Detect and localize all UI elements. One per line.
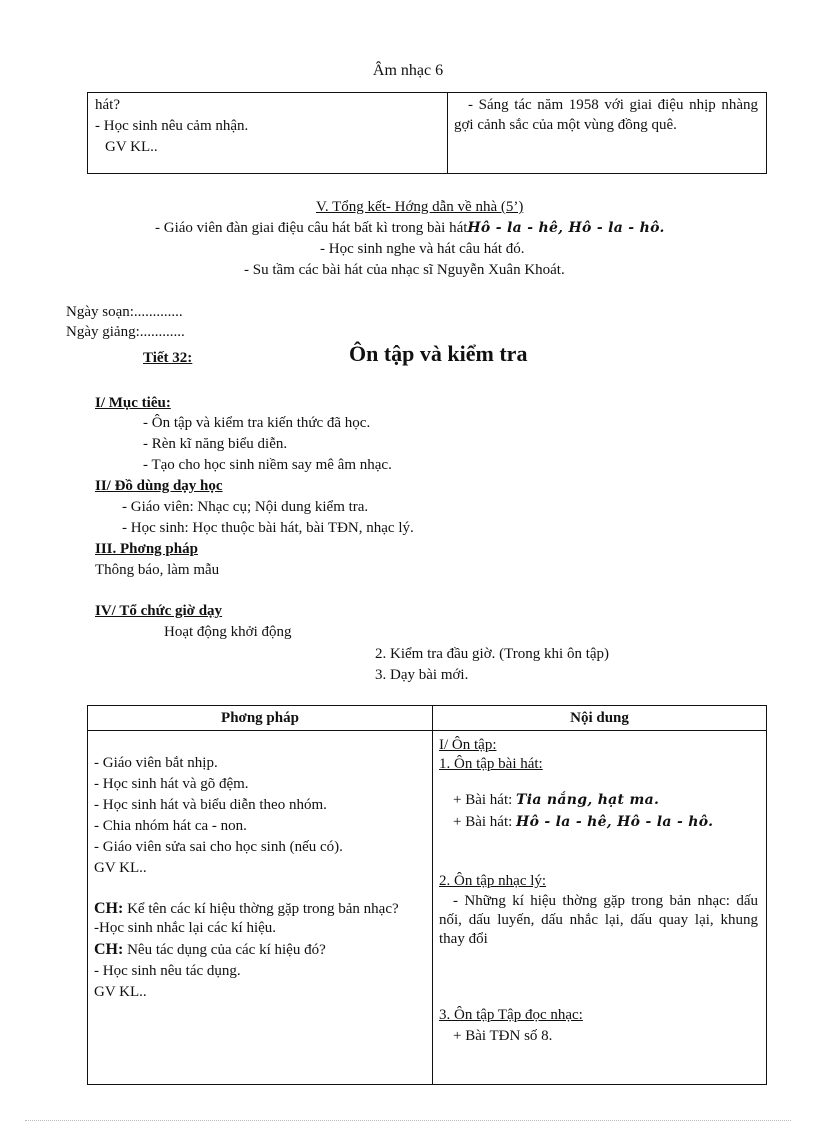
- header-content: Nội dung: [570, 709, 629, 726]
- review-songs-heading: 1. Ôn tập bài hát:: [439, 756, 543, 772]
- summary-song-title: Hô - la - hê, Hô - la - hô.: [467, 220, 665, 236]
- method-line: GV KL..: [94, 860, 147, 876]
- step-new-lesson: 3. Dạy bài mới.: [375, 667, 469, 683]
- page-title: Âm nhạc 6: [372, 62, 444, 79]
- objective-item: - Rèn kĩ năng biểu diễn.: [143, 436, 288, 452]
- question-label: CH:: [94, 941, 124, 958]
- lesson-table: [87, 705, 767, 1085]
- header-method: Phơng pháp: [221, 709, 299, 726]
- song-prefix: + Bài hát:: [453, 792, 513, 808]
- method-conclusion: GV KL..: [94, 984, 147, 1000]
- question-1: [94, 900, 424, 918]
- review-heading: I/ Ôn tập:: [439, 737, 497, 753]
- header-method-cell: [88, 706, 433, 731]
- step-check: 2. Kiểm tra đầu giờ. (Trong khi ôn tập): [375, 646, 610, 662]
- method-line: - Giáo viên bắt nhịp.: [94, 755, 218, 771]
- question-text: Nêu tác dụng của các kí hiệu đó?: [127, 942, 326, 958]
- method-cell: [88, 731, 433, 1085]
- question-text: Kể tên các kí hiệu thờng gặp trong bản nhạc?: [127, 901, 399, 917]
- song-prefix: + Bài hát:: [453, 814, 513, 830]
- summary-line-2: - Học sinh nghe và hát câu hát đó.: [320, 241, 525, 257]
- song-title: Hô - la - hê, Hô - la - hô.: [516, 814, 714, 830]
- method-line: - Học sinh hát và biểu diễn theo nhóm.: [94, 797, 327, 813]
- method-line: - Học sinh hát và gõ đệm.: [94, 776, 249, 792]
- song-line: [439, 789, 758, 811]
- page-bottom-divider: [25, 1120, 791, 1121]
- answer-2: - Học sinh nêu tác dụng.: [94, 963, 241, 979]
- organization-heading: IV/ Tổ chức giờ dạy: [95, 603, 223, 619]
- method-line: - Giáo viên sửa sai cho học sinh (nếu có).: [94, 839, 343, 855]
- top-table-left-cell: [88, 93, 448, 174]
- objective-item: - Tạo cho học sinh niềm say mê âm nhạc.: [143, 457, 392, 473]
- summary-line-1: [155, 220, 665, 237]
- objective-item: - Ôn tập và kiểm tra kiến thức đã học.: [143, 415, 371, 431]
- sightreading-item: + Bài TĐN số 8.: [453, 1028, 553, 1044]
- top-right-text: - Sáng tác năm 1958 với giai điệu nhịp nhàng gợi cảnh sắc của một vùng đồng quê.: [454, 97, 758, 133]
- top-left-line: hát?: [95, 97, 120, 113]
- warmup-activity: Hoạt động khởi động: [164, 624, 292, 640]
- method-heading: III. Phơng pháp: [95, 541, 198, 557]
- lesson-title: Ôn tập và kiểm tra: [349, 341, 528, 366]
- summary-heading: V. Tổng kết- Hớng dẫn về nhà (5’): [316, 199, 524, 215]
- header-content-cell: [433, 706, 767, 731]
- question-label: CH:: [94, 900, 124, 917]
- top-table: [87, 92, 767, 174]
- review-theory-heading: 2. Ôn tập nhạc lý:: [439, 873, 547, 889]
- method-line: - Chia nhóm hát ca - non.: [94, 818, 247, 834]
- song-title: Tia nắng, hạt ma.: [516, 792, 660, 808]
- date-soan: Ngày soạn:.............: [66, 304, 183, 320]
- materials-item: - Học sinh: Học thuộc bài hát, bài TĐN, nhạc lý.: [122, 520, 414, 536]
- materials-heading: II/ Đồ dùng dạy học: [95, 478, 223, 494]
- summary-line-1-text: - Giáo viên đàn giai điệu câu hát bất kì trong bài hát: [155, 220, 468, 236]
- lesson-number: Tiết 32:: [143, 350, 193, 366]
- answer-1: -Học sinh nhắc lại các kí hiệu.: [94, 920, 277, 936]
- date-giang: Ngày giảng:............: [66, 324, 185, 340]
- summary-line-3: - Su tầm các bài hát của nhạc sĩ Nguyễn Xuân Khoát.: [244, 262, 565, 278]
- review-sightreading-heading: 3. Ôn tập Tập đọc nhạc:: [439, 1007, 583, 1023]
- method-text: Thông báo, làm mẫu: [95, 562, 220, 578]
- theory-text: - Những kí hiệu thờng gặp trong bản nhạc: dấu nối, dấu luyến, dấu nhắc lại, dấu quay lại, khung thay đổi: [439, 893, 758, 947]
- top-left-line: GV KL..: [105, 139, 158, 155]
- question-2: [94, 939, 424, 961]
- top-left-line: - Học sinh nêu cảm nhận.: [95, 118, 249, 134]
- song-line: [439, 811, 758, 833]
- materials-item: - Giáo viên: Nhạc cụ; Nội dung kiểm tra.: [122, 499, 369, 515]
- top-table-right-cell: [448, 93, 767, 174]
- objectives-heading: I/ Mục tiêu:: [95, 395, 171, 411]
- content-cell: [433, 731, 767, 1085]
